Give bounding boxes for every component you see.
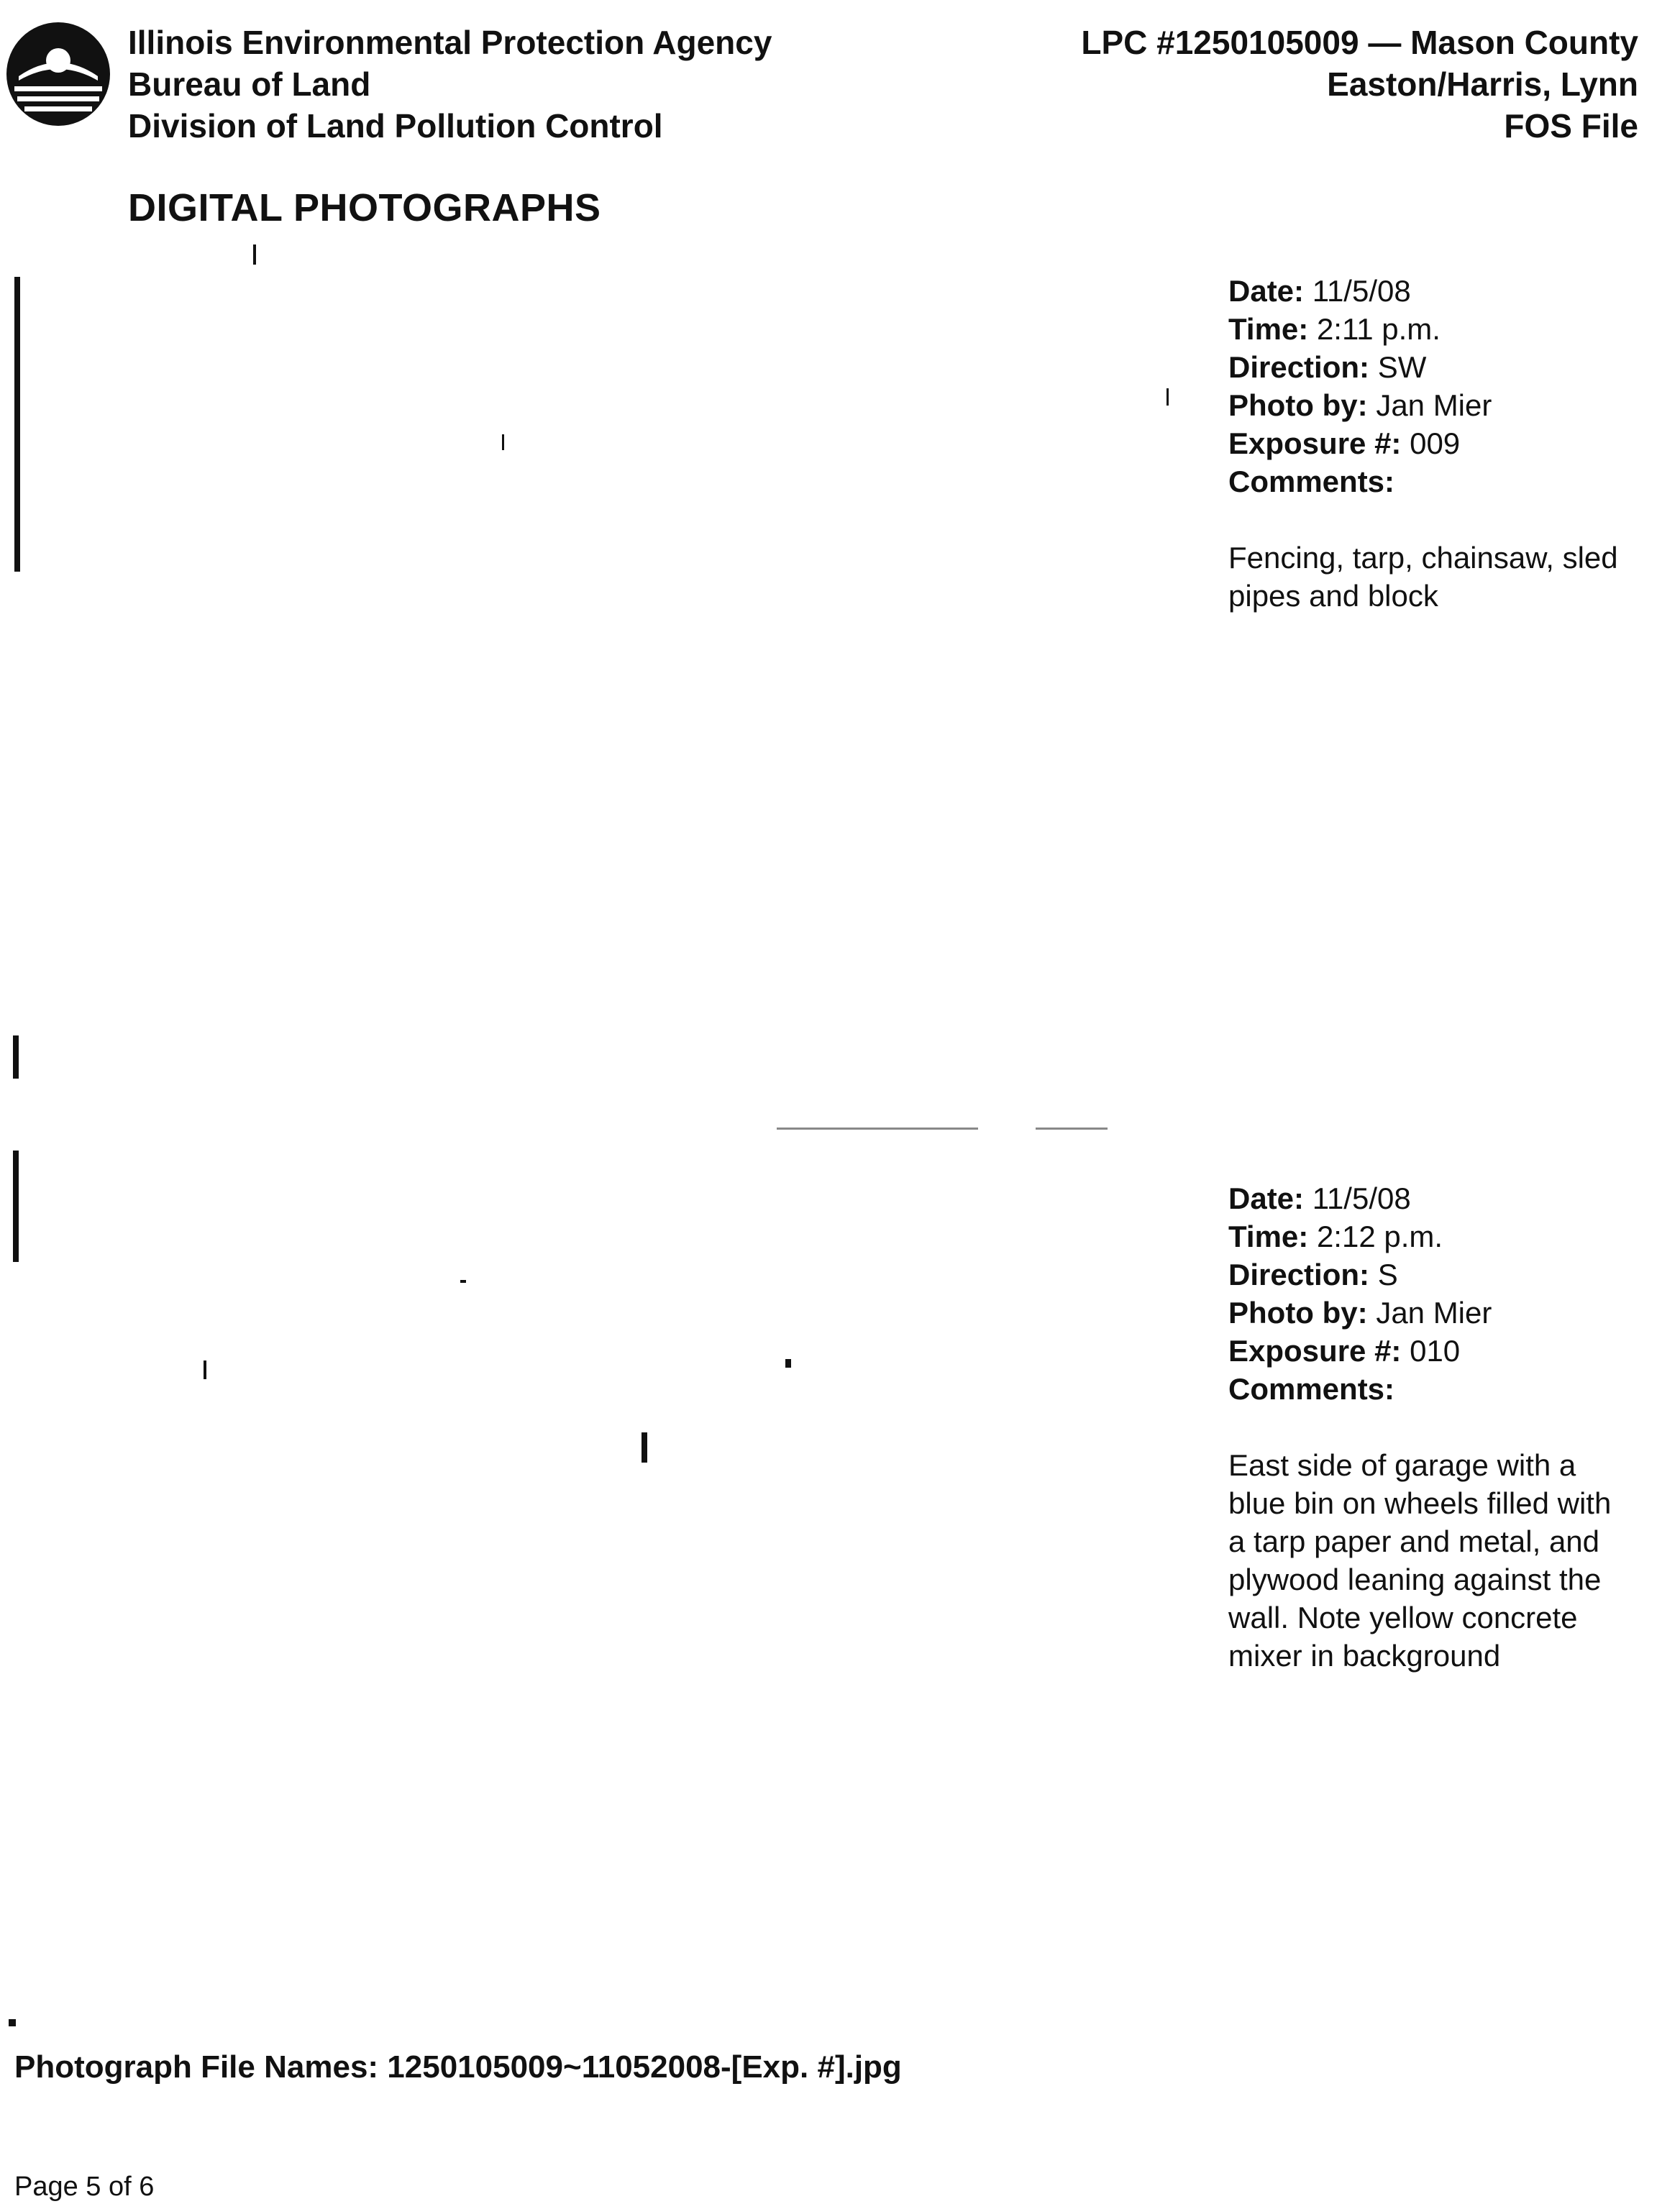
date-label: Date: [1228,1181,1305,1215]
agency-name: Illinois Environmental Protection Agency [128,24,772,61]
photo-2-caption [1228,1179,1631,1675]
file-names-note: Photograph File Names: 1250105009~11052008-[Exp. #].jpg [14,2049,902,2085]
scan-speck [253,244,256,265]
page-number: Page 5 of 6 [14,2172,155,2202]
comments-text: East side of garage with a blue bin on wheels filled with a tarp paper and metal, and plywood leaning against the wall. Note yellow concrete mixer in background [1228,1448,1612,1673]
comments-label: Comments: [1228,465,1395,498]
photo-1-caption [1228,272,1631,615]
time-row [1228,1217,1631,1256]
comments-row [1228,1370,1631,1408]
date-value: 11/5/08 [1312,274,1411,308]
date-value: 11/5/08 [1312,1181,1411,1215]
illinois-epa-seal-icon [4,20,112,128]
direction-label: Direction: [1228,350,1370,384]
division-name: Division of Land Pollution Control [128,107,663,145]
scan-speck [1036,1128,1108,1130]
exposure-row [1228,424,1631,462]
scan-edge-mark [13,1035,19,1079]
bureau-name: Bureau of Land [128,65,371,103]
comments-label: Comments: [1228,1372,1395,1406]
comments-text: Fencing, tarp, chainsaw, sled pipes and block [1228,541,1618,613]
agency-header [128,22,772,147]
scan-speck [204,1360,206,1379]
direction-row [1228,348,1631,386]
scan-edge-mark [14,277,20,572]
direction-row [1228,1256,1631,1294]
direction-label: Direction: [1228,1258,1370,1291]
photo-1-frame [14,273,1179,1100]
scan-speck [502,434,504,450]
comments-row [1228,462,1631,500]
time-label: Time: [1228,312,1309,346]
file-type: FOS File [1504,107,1638,145]
photographer-value: Jan Mier [1376,388,1492,422]
date-row [1228,272,1631,310]
spacer [1228,500,1631,539]
time-row [1228,310,1631,348]
case-number: LPC #1250105009 — Mason County [1081,24,1638,61]
photo-2-frame [14,1122,1179,1683]
direction-value: SW [1377,350,1427,384]
case-header [1081,22,1638,147]
page-title: DIGITAL PHOTOGRAPHS [128,186,601,229]
exposure-row [1228,1332,1631,1370]
direction-value: S [1377,1258,1398,1291]
time-value: 2:11 p.m. [1316,312,1441,346]
spacer [1228,1408,1631,1446]
exposure-value: 009 [1410,426,1461,460]
photographer-value: Jan Mier [1376,1296,1492,1330]
date-label: Date: [1228,274,1305,308]
photographer-label: Photo by: [1228,388,1368,422]
scan-speck [1167,388,1169,406]
photographer-row [1228,386,1631,424]
scan-speck [642,1432,647,1463]
date-row [1228,1179,1631,1217]
exposure-label: Exposure #: [1228,426,1402,460]
scan-speck [785,1359,791,1368]
site-name: Easton/Harris, Lynn [1327,65,1638,103]
scan-speck [460,1280,466,1283]
exposure-label: Exposure #: [1228,1334,1402,1368]
scan-speck [777,1128,978,1130]
exposure-value: 010 [1410,1334,1461,1368]
photographer-label: Photo by: [1228,1296,1368,1330]
scan-speck [9,2019,16,2026]
photographer-row [1228,1294,1631,1332]
time-label: Time: [1228,1220,1309,1253]
scan-edge-mark [13,1151,19,1262]
time-value: 2:12 p.m. [1316,1220,1443,1253]
